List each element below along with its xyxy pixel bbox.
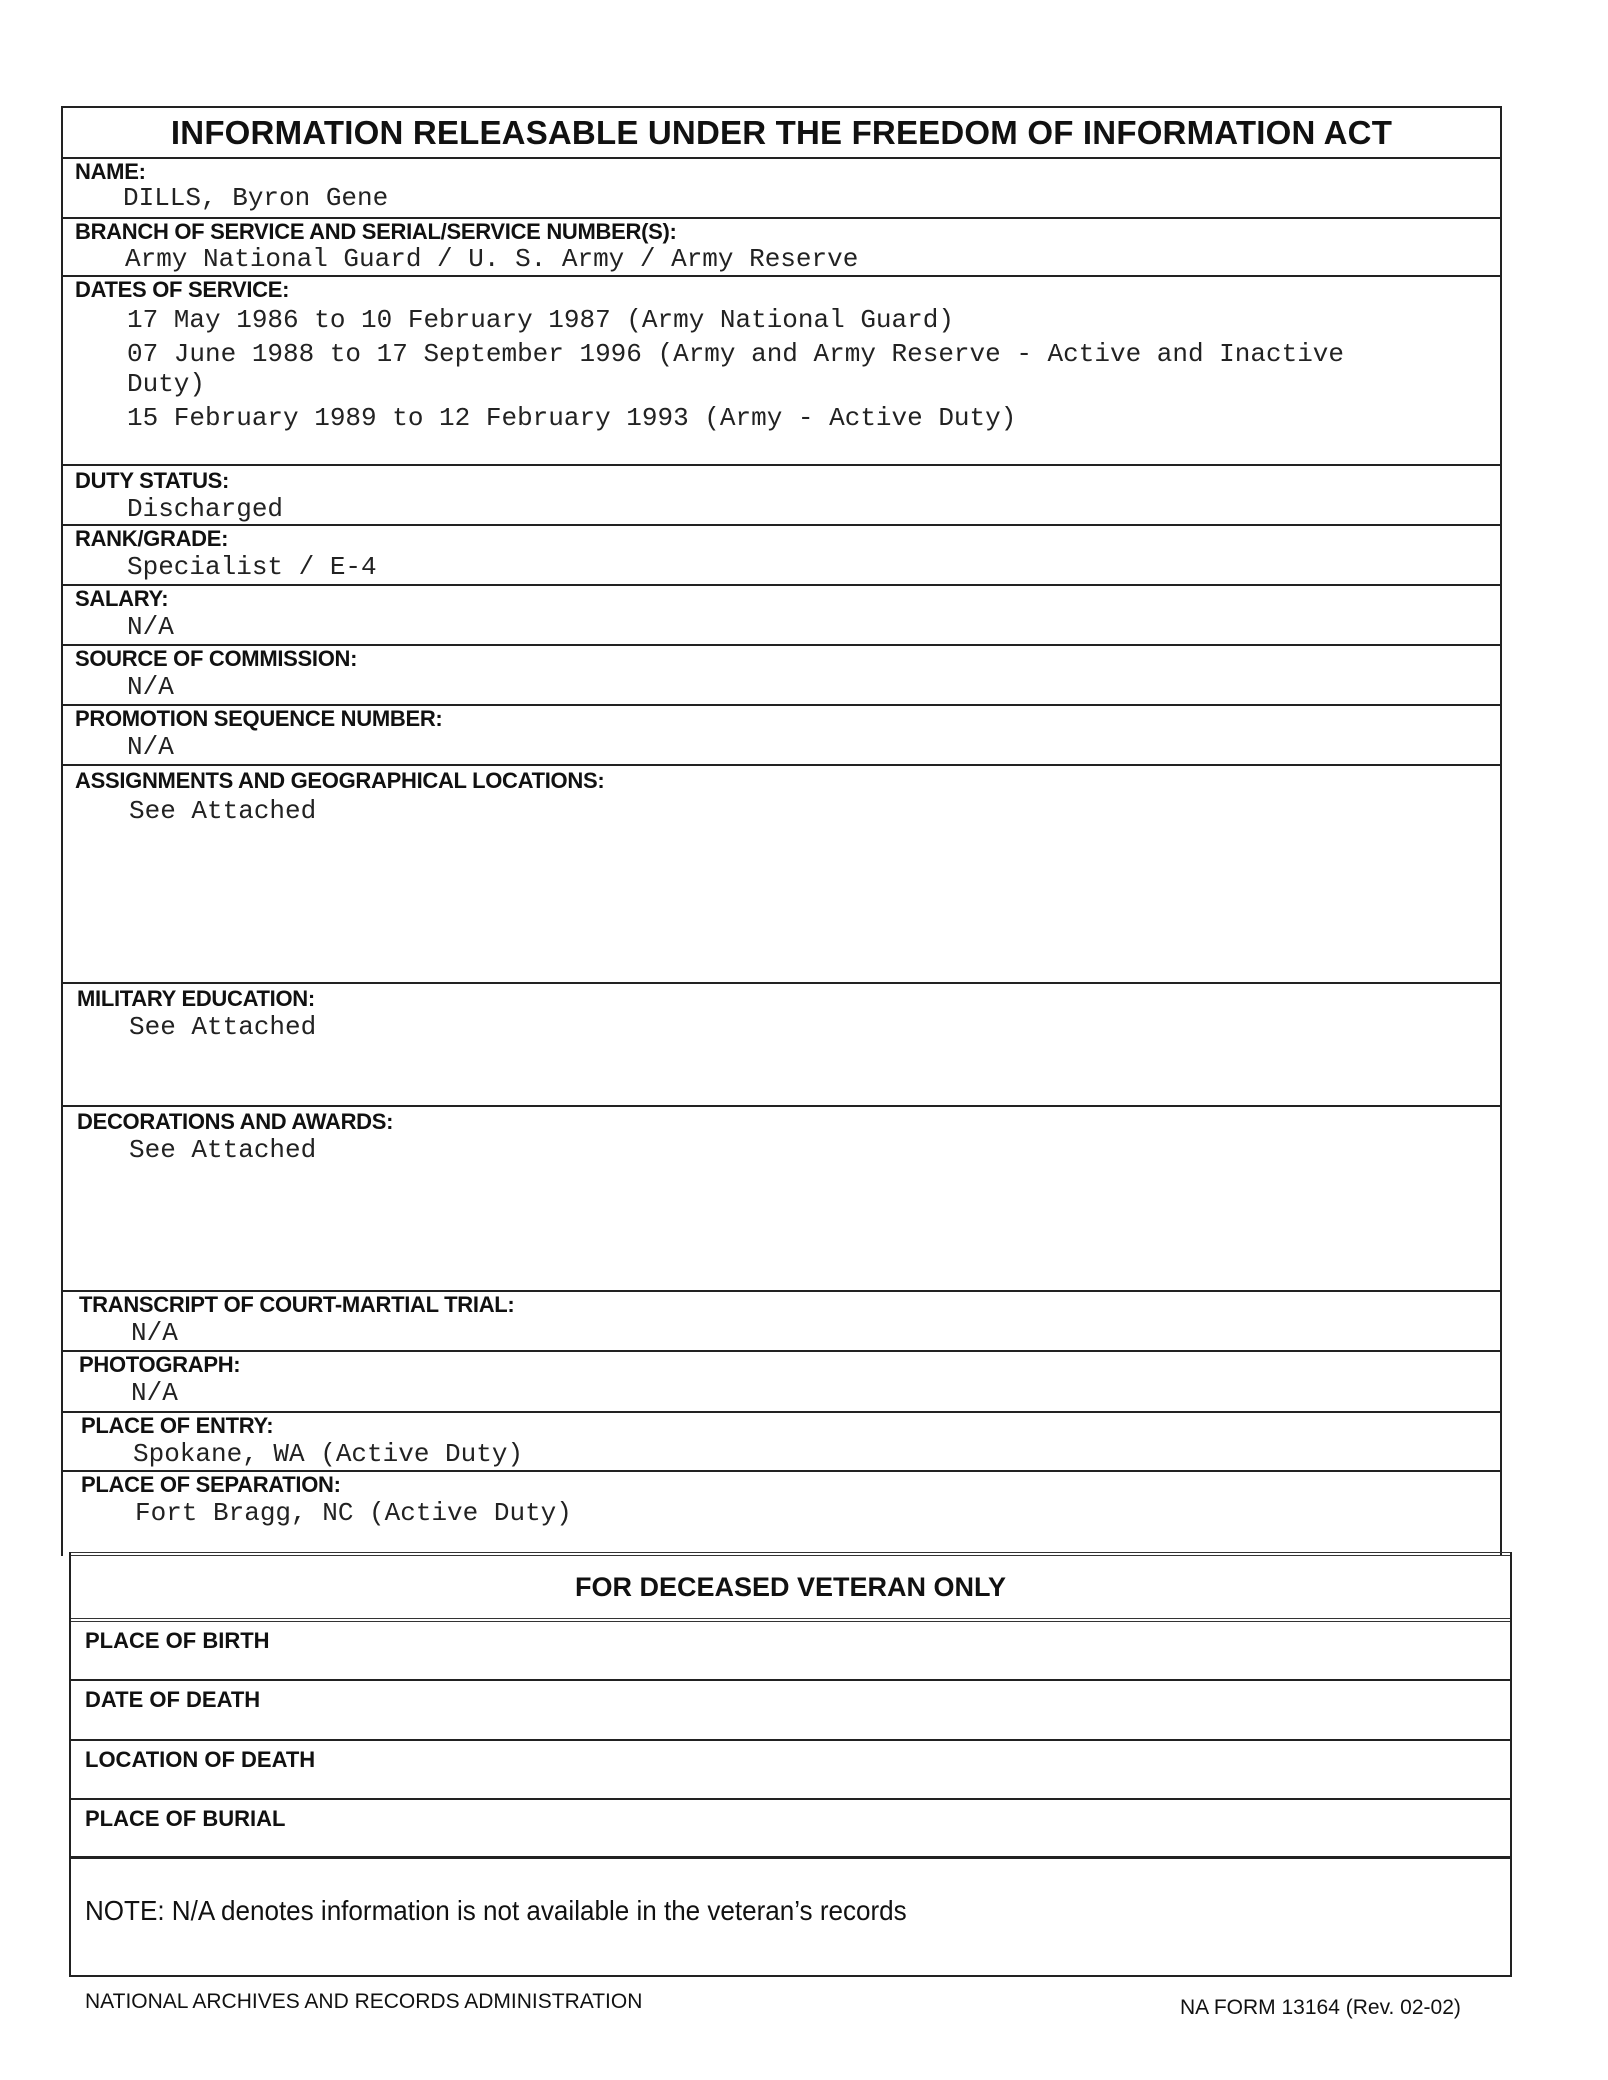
field-label: ASSIGNMENTS AND GEOGRAPHICAL LOCATIONS: xyxy=(75,768,605,793)
field-transcript xyxy=(63,1290,1500,1350)
field-label: DECORATIONS AND AWARDS: xyxy=(77,1109,394,1134)
field-label: PLACE OF SEPARATION: xyxy=(81,1472,341,1497)
field-label: DATE OF DEATH xyxy=(85,1687,261,1712)
field-branch xyxy=(63,217,1500,275)
field-value: DILLS, Byron Gene xyxy=(123,183,389,213)
foia-form-upper xyxy=(61,106,1502,1556)
note-text: NOTE: N/A denotes information is not available in the veteran’s records xyxy=(85,1895,907,1926)
field-rank xyxy=(63,524,1500,584)
field-value: Spokane, WA (Active Duty) xyxy=(133,1439,524,1469)
field-label: LOCATION OF DEATH xyxy=(85,1747,316,1772)
field-dates xyxy=(63,275,1500,464)
field-value: N/A xyxy=(131,1378,178,1408)
field-label: PLACE OF ENTRY: xyxy=(81,1413,274,1438)
field-value: See Attached xyxy=(129,1012,317,1042)
field-value: N/A xyxy=(127,612,174,642)
field-value: Army National Guard / U. S. Army / Army Reserve xyxy=(125,244,859,274)
field-label: DUTY STATUS: xyxy=(75,468,230,493)
field-label: DATES OF SERVICE: xyxy=(75,277,290,302)
field-label: RANK/GRADE: xyxy=(75,526,229,551)
date-line: 17 May 1986 to 10 February 1987 (Army National Guard) xyxy=(127,305,954,335)
field-value: N/A xyxy=(127,672,174,702)
field-assignments xyxy=(63,764,1500,982)
field-label: NAME: xyxy=(75,159,146,184)
field-decorations xyxy=(63,1105,1500,1290)
field-name xyxy=(63,157,1500,217)
field-label: MILITARY EDUCATION: xyxy=(77,986,315,1011)
field-label: PLACE OF BIRTH xyxy=(85,1628,270,1653)
date-line: 15 February 1989 to 12 February 1993 (Army - Active Duty) xyxy=(127,403,1017,433)
field-value: See Attached xyxy=(129,796,317,826)
field-source-of-commission xyxy=(63,644,1500,704)
field-value: See Attached xyxy=(129,1135,317,1165)
field-label: BRANCH OF SERVICE AND SERIAL/SERVICE NUMBER(S): xyxy=(75,219,677,244)
field-place-of-separation xyxy=(63,1470,1500,1558)
field-value: Discharged xyxy=(127,494,284,524)
date-line: 07 June 1988 to 17 September 1996 (Army and Army Reserve - Active and Inactive xyxy=(127,339,1344,369)
footer-agency: NATIONAL ARCHIVES AND RECORDS ADMINISTRATION xyxy=(85,1990,643,2013)
field-salary xyxy=(63,584,1500,644)
field-location-of-death xyxy=(71,1739,1510,1798)
form-title: INFORMATION RELEASABLE UNDER THE FREEDOM OF INFORMATION ACT xyxy=(170,114,1393,151)
field-label: PLACE OF BURIAL xyxy=(85,1806,286,1831)
field-military-education xyxy=(63,982,1500,1105)
field-duty-status xyxy=(63,464,1500,524)
field-label: SOURCE OF COMMISSION: xyxy=(75,646,358,671)
field-promotion xyxy=(63,704,1500,764)
field-place-of-entry xyxy=(63,1411,1500,1470)
field-label: PHOTOGRAPH: xyxy=(79,1352,241,1377)
footer-form-number: NA FORM 13164 (Rev. 02-02) xyxy=(1180,1996,1461,2019)
field-label: PROMOTION SEQUENCE NUMBER: xyxy=(75,706,443,731)
field-value: N/A xyxy=(131,1318,178,1348)
field-label: SALARY: xyxy=(75,586,169,611)
deceased-header-text: FOR DECEASED VETERAN ONLY xyxy=(574,1572,1007,1602)
field-place-of-burial xyxy=(71,1798,1510,1856)
field-place-of-birth xyxy=(71,1618,1510,1679)
note-row xyxy=(71,1856,1510,1977)
field-label: TRANSCRIPT OF COURT-MARTIAL TRIAL: xyxy=(79,1292,515,1317)
date-line: Duty) xyxy=(127,369,206,399)
deceased-header xyxy=(71,1552,1510,1618)
field-value: Fort Bragg, NC (Active Duty) xyxy=(135,1498,572,1528)
field-value: N/A xyxy=(127,732,174,762)
field-date-of-death xyxy=(71,1679,1510,1739)
field-photograph xyxy=(63,1350,1500,1411)
deceased-veteran-section xyxy=(69,1552,1512,1977)
field-value: Specialist / E-4 xyxy=(127,552,377,582)
